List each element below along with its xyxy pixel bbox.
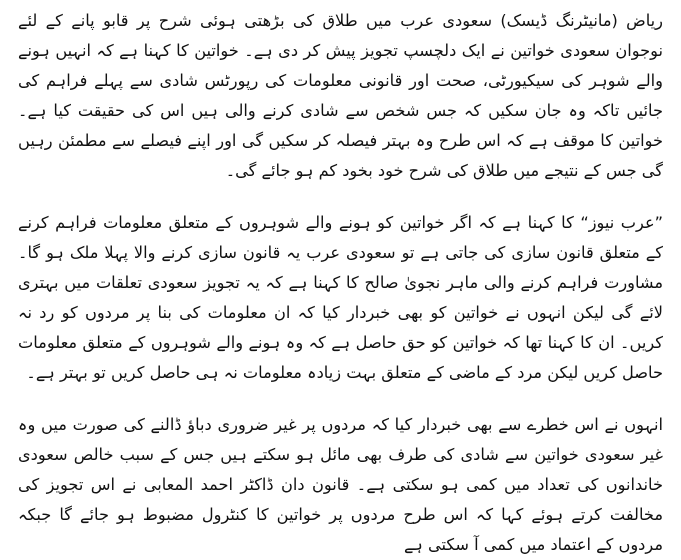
article-paragraph-3: انہوں نے اس خطرے سے بھی خبردار کیا کہ مردوں پر غیر ضروری دباؤ ڈالنے کی صورت میں وہ غیر سعودی خواتین سے شادی کی طرف بھی مائل ہو سکتے ہیں جس کے سبب خالص سعودی خاندانوں کی تعداد میں کمی ہو سکتی ہے۔ قانون دان ڈاکٹر احمد المعابی نے اس تجویز کی مخالفت کرتے ہوئے کہا کہ اس طرح مردوں پر خواتین کا کنٹرول مضبوط ہو جائے گا جبکہ مردوں کے اعتماد میں کمی آ سکتی ہے <box>18 415 663 554</box>
article-paragraph-2: ”عرب نیوز“ کا کہنا ہے کہ اگر خواتین کو ہونے والے شوہروں کے متعلق معلومات فراہم کرنے کے متعلق قانون سازی کی جاتی ہے تو سعودی عرب یہ قانون سازی کرنے والا پہلا ملک ہو گا۔ مشاورت فراہم کرنے والی ماہر نجویٰ صالح کا کہنا ہے کہ یہ تجویز سعودی تعلقات میں بہتری لائے گی لیکن انہوں نے خواتین کو بھی خبردار کیا کہ ان معلومات کی بنا پر مردوں کو رد نہ کریں۔ ان کا کہنا تھا کہ خواتین کو حق حاصل ہے کہ وہ ہونے والے شوہروں کے متعلق معلومات حاصل کریں لیکن مرد کے ماضی کے متعلق بہت زیادہ معلومات نہ ہی حاصل کریں تو بہتر ہے۔ <box>18 213 663 382</box>
article-paragraph-1: ریاض (مانیٹرنگ ڈیسک) سعودی عرب میں طلاق کی بڑھتی ہوئی شرح پر قابو پانے کے لئے نوجوان سعودی خواتین نے ایک دلچسپ تجویز پیش کر دی ہے۔ خواتین کا کہنا ہے کہ انہیں ہونے والے شوہر کی سیکیورٹی، صحت اور قانونی معلومات کی رپورٹس شادی سے پہلے فراہم کی جائیں تاکہ وہ جان سکیں کہ جس شخص سے شادی کرنے والی ہیں اس کی حقیقت کیا ہے۔ خواتین کا موقف ہے کہ اس طرح وہ بہتر فیصلہ کر سکیں گی اور اپنے فیصلے سے مطمئن رہیں گی جس کے نتیجے میں طلاق کی شرح خود بخود کم ہو جائے گی۔ <box>18 11 663 180</box>
article-body <box>18 6 663 560</box>
